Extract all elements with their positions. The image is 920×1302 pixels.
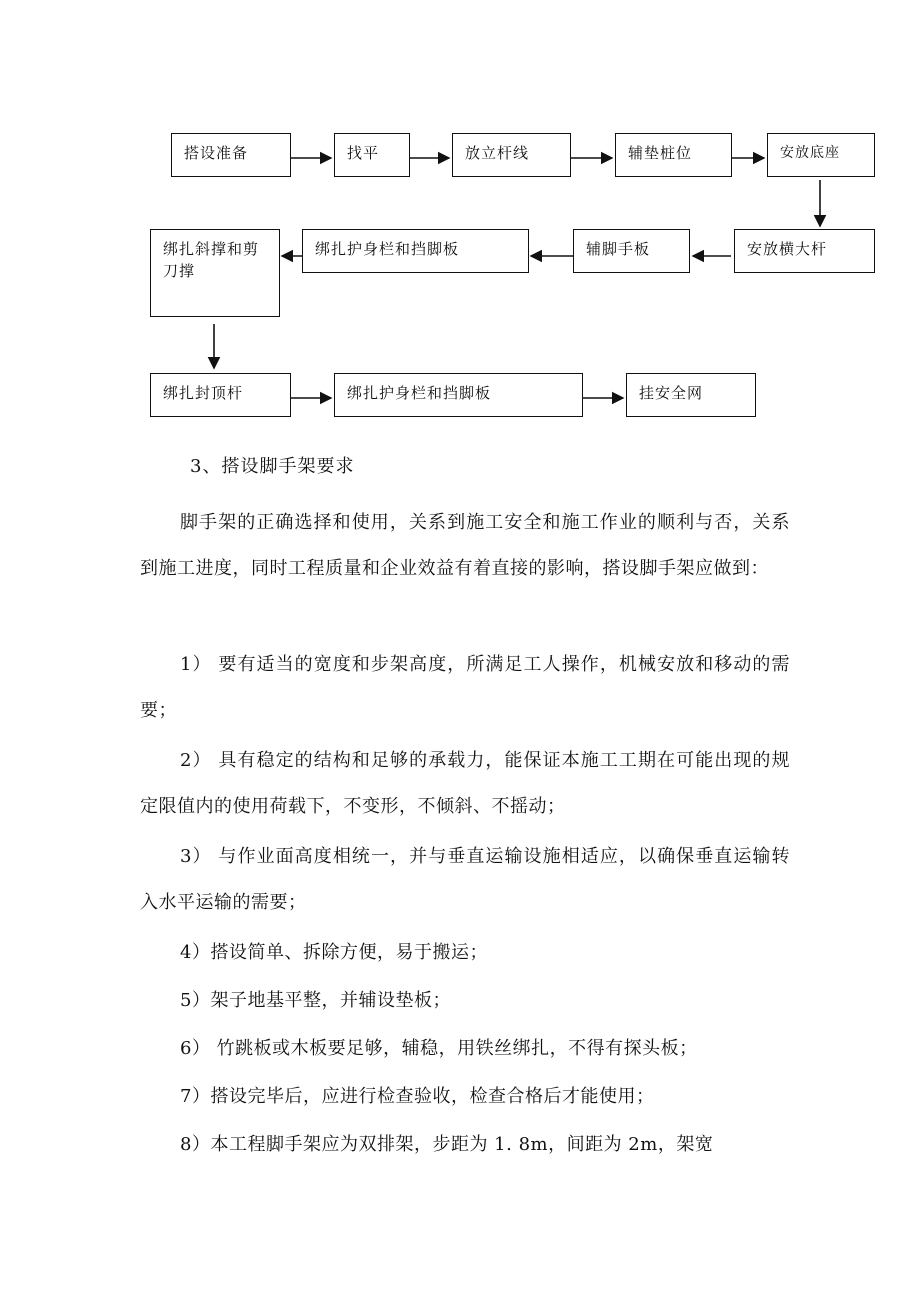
section-heading: 3、搭设脚手架要求	[190, 456, 355, 477]
flow-step-guardrail: 绑扎护身栏和挡脚板	[302, 229, 529, 273]
requirement-4: 4）搭设简单、拆除方便，易于搬运；	[180, 942, 488, 963]
flow-step-board: 辅脚手板	[573, 229, 690, 273]
flow-step-guardrail-2: 绑扎护身栏和挡脚板	[334, 373, 583, 417]
flow-step-safety-net: 挂安全网	[626, 373, 756, 417]
flow-step-level: 找平	[334, 133, 410, 177]
flow-step-pad: 辅垫桩位	[615, 133, 732, 177]
requirement-6: 6） 竹跳板或木板要足够，辅稳，用铁丝绑扎，不得有探头板；	[180, 1038, 698, 1059]
flow-step-base: 安放底座	[767, 133, 875, 177]
flow-step-bracing: 绑扎斜撑和剪刀撑	[150, 229, 280, 317]
requirement-3: 3） 与作业面高度相统一，并与垂直运输设施相适应，以确保垂直运输转入水平运输的需要；	[140, 846, 790, 913]
flow-step-ledger: 安放横大杆	[734, 229, 875, 273]
requirement-5: 5）架子地基平整，并辅设垫板；	[180, 990, 451, 1011]
flow-step-top-pole: 绑扎封顶杆	[150, 373, 291, 417]
requirement-1: 1） 要有适当的宽度和步架高度，所满足工人操作，机械安放和移动的需要；	[140, 654, 790, 721]
requirement-2: 2） 具有稳定的结构和足够的承载力，能保证本施工工期在可能出现的规定限值内的使用荷载下，不变形，不倾斜、不摇动；	[140, 750, 790, 817]
flow-step-prepare: 搭设准备	[171, 133, 291, 177]
flowchart-arrows	[0, 0, 920, 430]
requirement-7: 7）搭设完毕后，应进行检查验收，检查合格后才能使用；	[180, 1086, 655, 1107]
intro-paragraph: 脚手架的正确选择和使用，关系到施工安全和施工作业的顺利与否，关系到施工进度，同时工程质量和企业效益有着直接的影响，搭设脚手架应做到：	[140, 512, 790, 579]
flow-step-pole-line: 放立杆线	[452, 133, 571, 177]
requirement-8: 8）本工程脚手架应为双排架，步距为 1. 8m，间距为 2m，架宽	[180, 1134, 714, 1155]
